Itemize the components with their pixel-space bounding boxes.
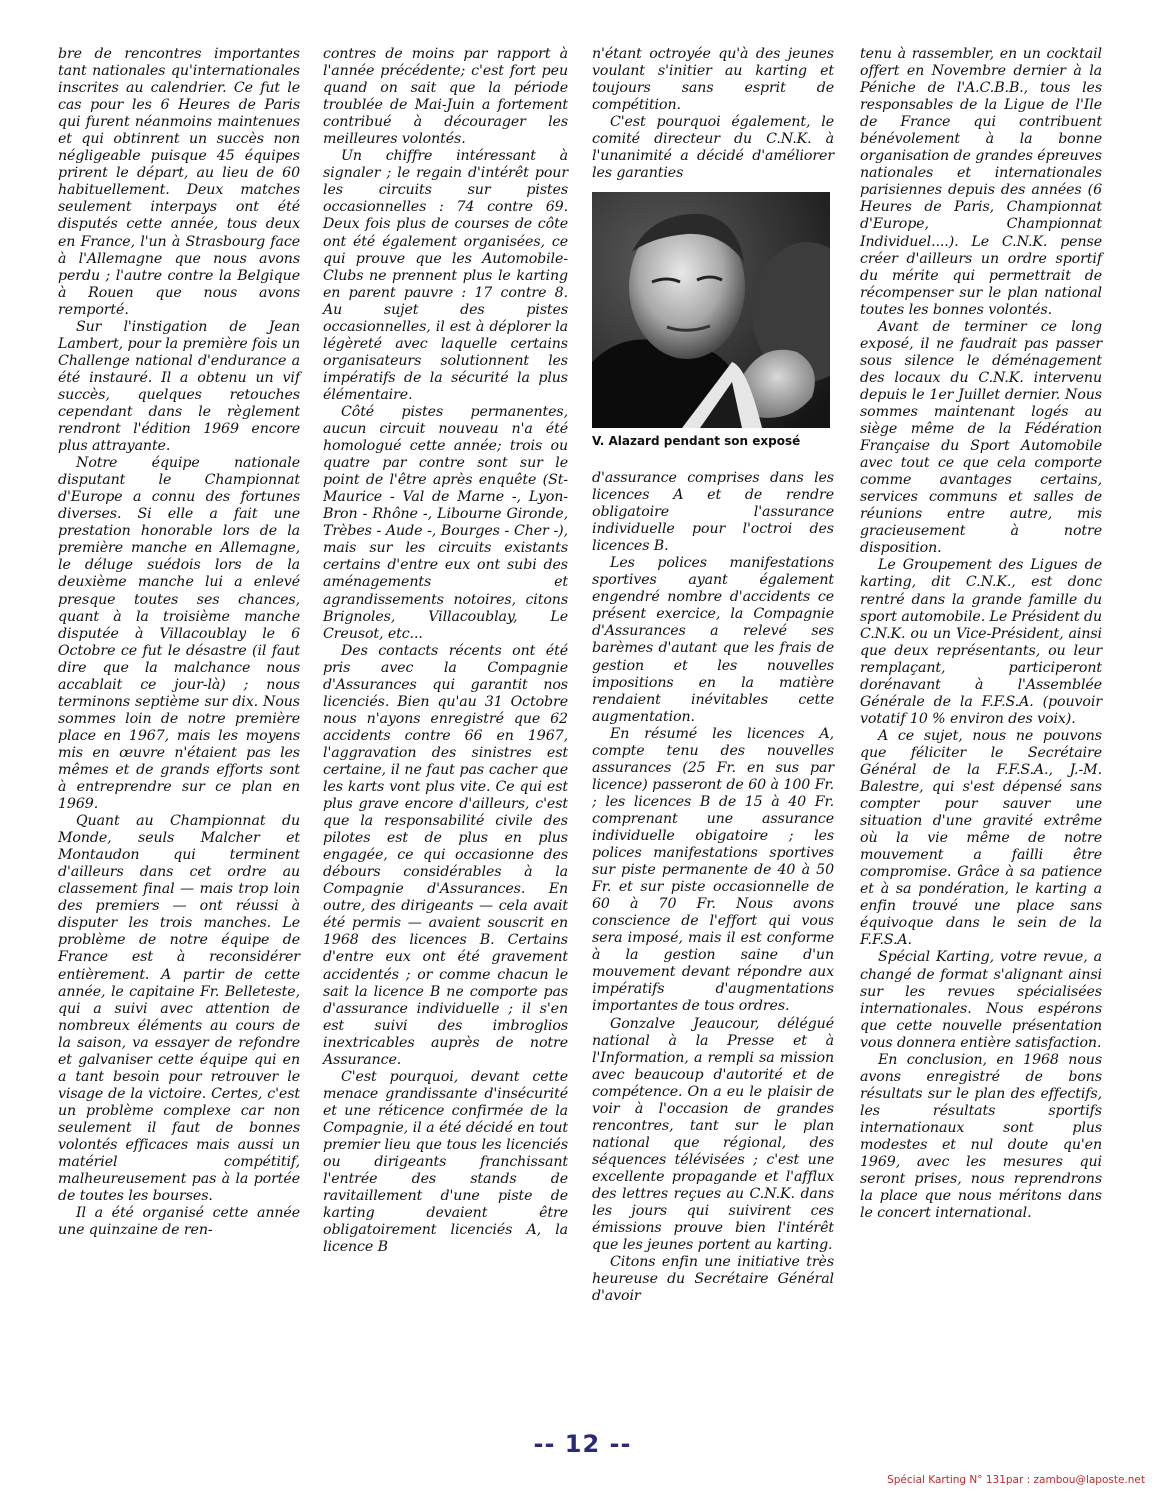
speaker-photo	[592, 192, 830, 428]
paragraph: Gonzalve Jeaucour, délégué national à la Presse et à l'Information, a rempli sa mission avec beaucoup d'autorité et de compétence. On a eu le plaisir de voir à l'occasion de grandes rencontres, tant sur le plan national que régional, des séquences télévisées ; c'est une excellente propagande et l'afflux des lettres reçues au C.N.K. dans les jours qui suivirent ces émissions prouve bien l'intérêt que les jeunes portent au karting.	[592, 1015, 834, 1254]
article-column-1	[58, 46, 300, 1239]
paragraph: Côté pistes permanentes, aucun circuit nouveau n'a été homologué cette année; trois ou quatre par contre sont sur le point de l'être après enquête (St-Maurice - Val de Marne -, Lyon-Bron - Rhône -, Libourne Gironde, Trèbes - Aude -, Bourges - Cher -), mais sur les circuits existants certains d'entre eux ont subi des aménagements et agrandissements notoires, citons Brignoles, Villacoublay, Le Creusot, etc...	[323, 403, 568, 642]
paragraph: Citons enfin une initiative très heureuse du Secrétaire Général d'avoir	[592, 1254, 834, 1305]
paragraph: Un chiffre intéressant à signaler ; le regain d'intérêt pour les circuits sur pistes occasionnelles : 74 contre 69. Deux fois plus de courses de côte ont été également organisées, ce qui prouve que les Automobile-Clubs ne prennent plus le karting en parent pauvre : 17 contre 8. Au sujet des pistes occasionnelles, il est à déplorer la légèreté avec laquelle certains organisateurs solutionnent les impératifs de la sécurité la plus élémentaire.	[323, 148, 568, 403]
paragraph: bre de rencontres importantes tant nationales qu'internationales inscrites au calendrier. Ce fut le cas pour les 6 Heures de Paris qui furent néanmoins maintenues et qui obtinrent un succès non négligeable puisque 45 équipes prirent le départ, au lieu de 60 habituellement. Deux matches seulement interpays ont été disputés cette année, tous deux en France, l'un à Strasbourg face à l'Allemagne que nous avons perdu ; l'autre contre la Belgique à Rouen que nous avons remporté.	[58, 46, 300, 318]
paragraph: Quant au Championnat du Monde, seuls Malcher et Montaudon qui terminent d'ailleurs dans cet ordre au classement final — mais trop loin des premiers — ont réussi à disputer les trois manches. Le problème de notre équipe de France est à reconsidérer entièrement. A partir de cette année, le capitaine Fr. Belleteste, qui a suivi avec attention de nombreux éléments au cours de la saison, va essayer de refondre et galvaniser cette équipe qui en a tant besoin pour retrouver le visage de la victoire. Certes, c'est un problème complexe car non seulement il faut de bonnes volontés efficaces mais aussi un matériel compétitif, malheureusement pas à la portée de toutes les bourses.	[58, 813, 300, 1205]
paragraph: Il a été organisé cette année une quinzaine de ren-	[58, 1205, 300, 1239]
paragraph: tenu à rassembler, en un cocktail offert en Novembre dernier à la Péniche de l'A.C.B.B., tous les responsables de la Ligue de l'Ile de France qui contribuent bénévolement à la bonne organisation de grandes épreuves nationales et internationales parisiennes depuis des années (6 Heures de Paris, Championnat d'Europe, Championnat Individuel....). Le C.N.K. pense créer d'ailleurs un ordre sportif du mérite qui permettrait de récompenser sur le plan national toutes les bonnes volontés.	[860, 46, 1102, 318]
page-number: -- 12 --	[533, 1430, 632, 1458]
paragraph: Des contacts récents ont été pris avec la Compagnie d'Assurances qui garantit nos licenciés. Bien qu'au 31 Octobre nous n'ayons enregistré que 62 accidents contre 66 en 1967, l'aggravation des sinistres est certaine, il ne faut pas cacher que les karts vont plus vite. Ce qui est plus grave encore d'ailleurs, c'est que la responsabilité civile des pilotes est de plus en plus engagée, ce qui occasionne des débours considérables à la Compagnie d'Assurances. En outre, des dirigeants — cela avait été permis — avaient souscrit en 1968 des licences B. Certains d'entre eux ont été gravement accidentés ; or comme chacun le sait la licence B ne comporte pas d'assurance individuelle ; il s'en est suivi des imbroglios inextricables auprès de notre Assurance.	[323, 642, 568, 1068]
footer-credit: Spécial Karting N° 131par : zambou@laposte.net	[887, 1474, 1145, 1486]
paragraph: Notre équipe nationale disputant le Championnat d'Europe a connu des fortunes diverses. Si elle a fait une prestation honorable lors de la première manche en Allemagne, le déluge suédois lors de la deuxième manche lui a enlevé presque toutes ses chances, quant à la troisième manche disputée à Villacoublay le 6 Octobre ce fut le désastre (il faut dire que la malchance nous accablait ce jour-là) ; nous terminons septième sur dix. Nous sommes loin de notre première place en 1967, mais les moyens mis en œuvre n'étaient pas les mêmes et de grands efforts sont à entreprendre sur ce plan en 1969.	[58, 455, 300, 813]
article-column-3-top	[592, 46, 834, 182]
paragraph: En conclusion, en 1968 nous avons enregistré de bons résultats sur le plan des effectifs, les résultats sportifs internationaux sont plus modestes et nul doute qu'en 1969, avec les mesures qui seront prises, nous reprendrons la place que nous méritons dans le concert international.	[860, 1051, 1102, 1222]
paragraph: d'assurance comprises dans les licences A et de rendre obligatoire l'assurance individuelle pour l'octroi des licences B.	[592, 470, 834, 555]
paragraph: contres de moins par rapport à l'année précédente; c'est fort peu quand on sait que la période troublée de Mai-Juin a fortement contribué à décourager les meilleures volontés.	[323, 46, 568, 148]
paragraph: Avant de terminer ce long exposé, il ne faudrait pas passer sous silence le déménagement des locaux du C.N.K. intervenu depuis le 1er Juillet dernier. Nous sommes maintenant logés au siège même de la Fédération Française du Sport Automobile avec tout ce que cela comporte comme avantages certains, services communs et salles de réunions entre autre, mis gracieusement à notre disposition.	[860, 318, 1102, 557]
paragraph: Les polices manifestations sportives ayant également engendré nombre d'accidents ce présent exercice, la Compagnie d'Assurances a relevé ses barèmes d'autant que les frais de gestion et les nouvelles impositions en la matière rendaient inévitables cette augmentation.	[592, 555, 834, 725]
paragraph: C'est pourquoi également, le comité directeur du C.N.K. à l'unanimité a décidé d'améliorer les garanties	[592, 114, 834, 182]
paragraph: Sur l'instigation de Jean Lambert, pour la première fois un Challenge national d'endurance a été instauré. Il a obtenu un vif succès, quelques retouches cependant dans le règlement rendront l'édition 1969 encore plus attrayante.	[58, 318, 300, 455]
paragraph: En résumé les licences A, compte tenu des nouvelles assurances (25 Fr. en sus par licence) passeront de 60 à 100 Fr. ; les licences B de 15 à 40 Fr. comprenant une assurance individuelle obigatoire ; les polices manifestations sportives sur piste permanente de 40 à 50 Fr. et sur piste occasionnelle de 60 à 70 Fr. Nous avons conscience de l'effort qui vous sera imposé, mais il est conforme à la gestion saine d'un mouvement devant répondre aux impératifs d'augmentations importantes de tous ordres.	[592, 725, 834, 1015]
paragraph: Spécial Karting, votre revue, a changé de format s'alignant ainsi sur les revues spécialisées internationales. Nous espérons que cette nouvelle présentation vous donnera entière satisfaction.	[860, 949, 1102, 1051]
article-column-3-bottom	[592, 470, 834, 1305]
article-column-4	[860, 46, 1102, 1222]
paragraph: A ce sujet, nous ne pouvons que féliciter le Secrétaire Général de la F.F.S.A., J.-M. Balestre, qui s'est dépensé sans compter pour sauver une situation d'une gravité extrême où la vie même de notre mouvement a failli être compromise. Grâce à sa patience et à sa pondération, le karting a enfin trouvé une place sans équivoque dans le sein de la F.F.S.A.	[860, 727, 1102, 949]
photo-caption: V. Alazard pendant son exposé	[592, 434, 801, 448]
speaker-photo-illustration	[592, 192, 830, 428]
paragraph: n'étant octroyée qu'à des jeunes voulant s'initier au karting et toujours sans esprit de compétition.	[592, 46, 834, 114]
paragraph: Le Groupement des Ligues de karting, dit C.N.K., est donc rentré dans la grande famille du sport automobile. Le Président du C.N.K. ou un Vice-Président, ainsi que deux représentants, ou leur remplaçant, participeront dorénavant à l'Assemblée Générale de la F.F.S.A. (pouvoir votatif 10 % environ des voix).	[860, 557, 1102, 727]
article-column-2	[323, 46, 568, 1256]
paragraph: C'est pourquoi, devant cette menace grandissante d'insécurité et une réticence confirmée de la Compagnie, il a été décidé en tout premier lieu que tous les licenciés ou dirigeants franchissant l'entrée des stands de ravitaillement d'une piste de karting devaient être obligatoirement licenciés A, la licence B	[323, 1068, 568, 1256]
